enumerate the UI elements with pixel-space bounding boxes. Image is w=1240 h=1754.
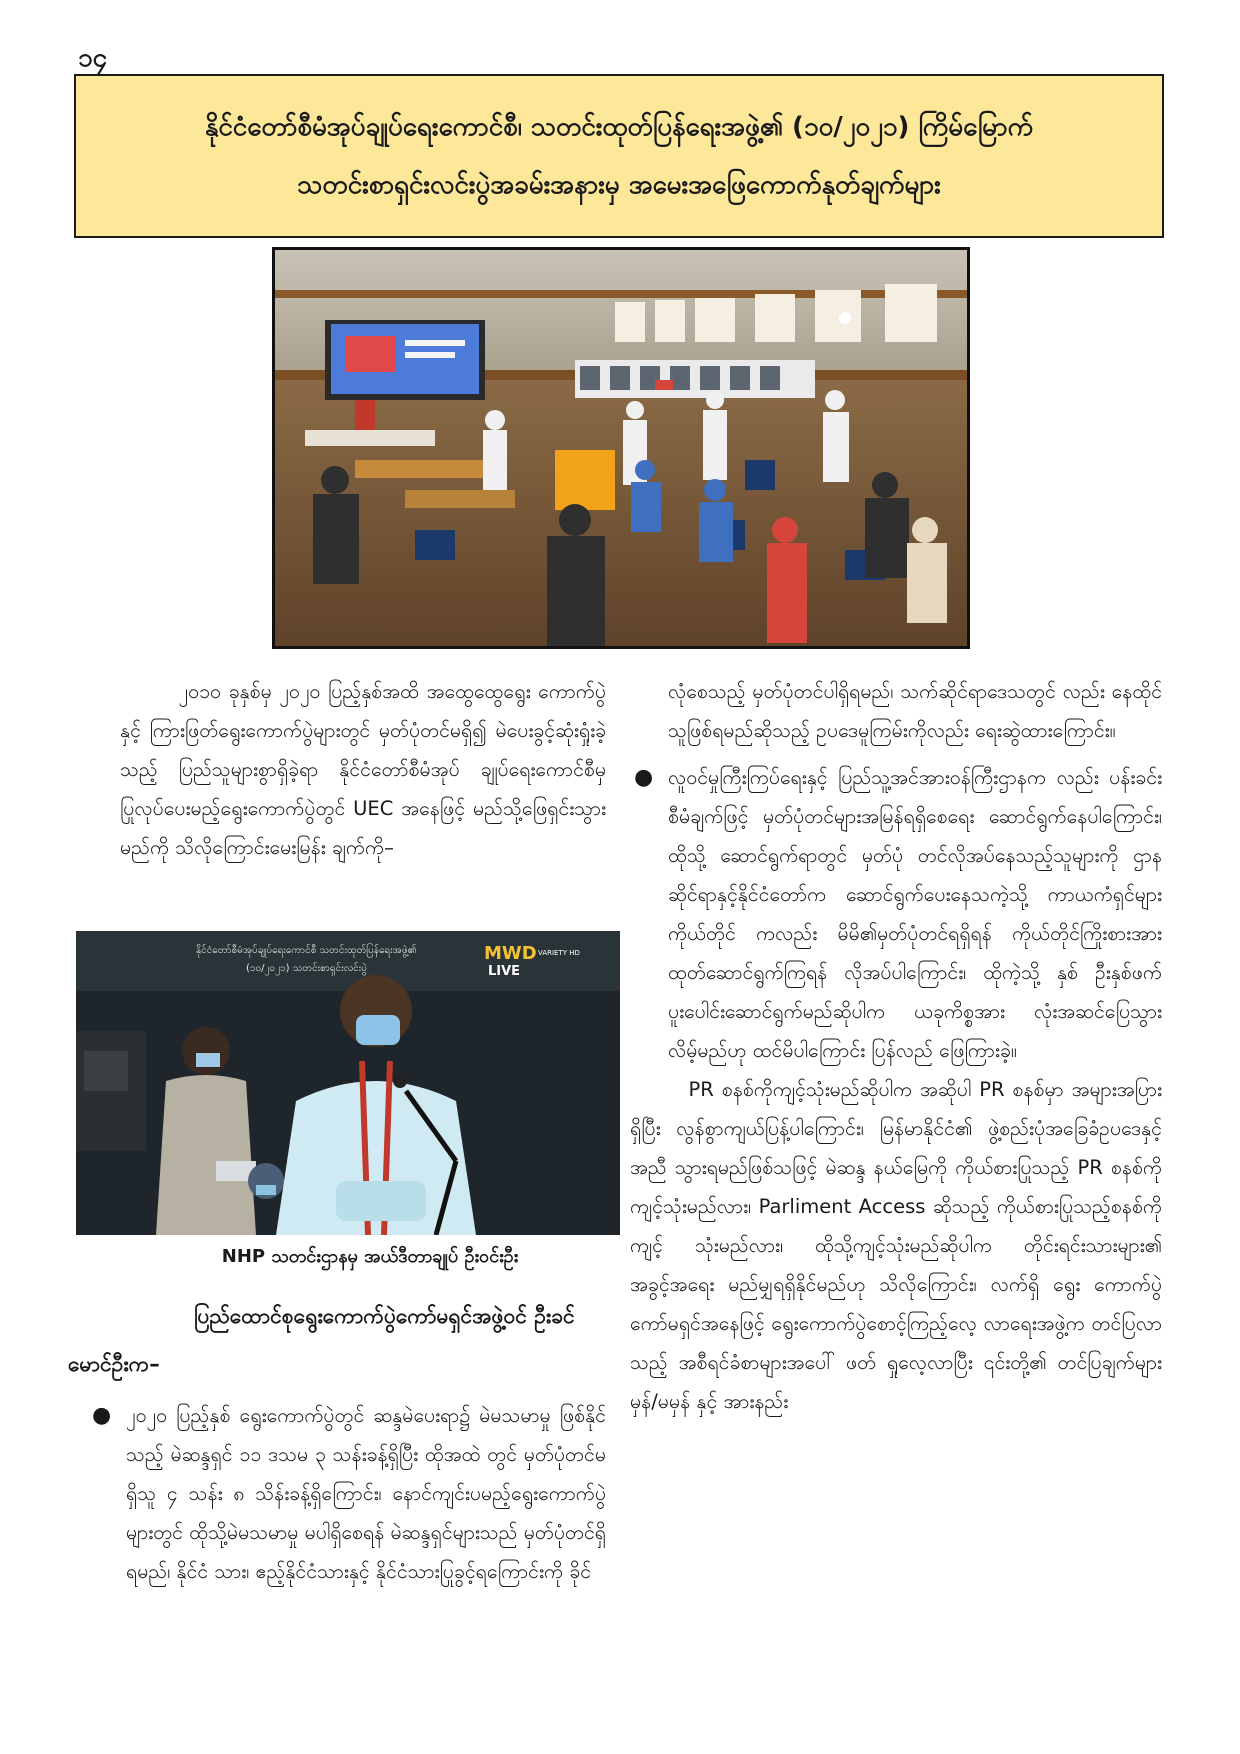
question-line: အခွင့်အရေး မည်မျှရရှိနိုင်မည်ဟု သိလိုကြောင်း၊ လက်ရှိ ရွေး — [630, 1273, 1081, 1296]
speaker-illustration — [76, 931, 620, 1235]
intro-line: ၂၀၁၀ ခုနှစ်မှ ၂၀၂၀ ပြည့်နှစ်အထိ အထွေထွေရွေး — [178, 680, 531, 703]
question-line: ကောက်ပွဲကော်မရှင်အနေဖြင့် ရွေးကောက်ပွဲစောင့်ကြည့်လေ့ — [630, 1273, 1162, 1335]
speaker-heading — [68, 1292, 608, 1388]
answer-line: ဆောင်ရွက်နေပါကြောင်း၊ ထိုသို့ ဆောင်ရွက်ရာတွင် မှတ်ပုံ — [668, 805, 1163, 867]
question-line: လာရေးအဖွဲ့က တင်ပြလာသည့် အစီရင်ခံစာများအပေါ် ဖတ် — [630, 1312, 1163, 1374]
right-column — [630, 672, 1162, 1421]
bullet-dot: ● — [634, 765, 654, 790]
speaker-heading-line-2: မောင်ဦးက– — [68, 1352, 160, 1376]
speaker-photo — [76, 931, 620, 1235]
title-line-1: နိုင်ငံတော်စီမံအုပ်ချုပ်ရေးကောင်စီ၊ သတင်းထုတ်ပြန်ရေးအဖွဲ့၏ (၁၀/၂၀၂၁) ကြိမ်မြောက် — [204, 112, 1034, 142]
left-column-intro — [120, 672, 606, 867]
question-line: ရှုလေ့လာပြီး ၎င်းတို့၏ တင်ပြချက်များ မှန်/မမှန် နှင့် အားနည်း — [630, 1351, 1163, 1413]
logo-mwd: MWD — [484, 943, 537, 964]
answer-line: ထုတ်ဆောင်ရွက်ကြရန် လိုအပ်ပါကြောင်း၊ ထိုကဲ့သို့ နှစ် — [668, 961, 1078, 984]
pr-system-question — [630, 1070, 1162, 1421]
answer-line: မပါရှိစေရန် မဲဆန္ဒရှင်များသည် မှတ်ပုံတင်ရှိရမည်၊ နိုင်ငံ — [126, 1521, 606, 1583]
logo-live: LIVE — [488, 964, 521, 979]
answer-line: ဦးနှစ်ဖက်ပူးပေါင်းဆောင်ရွက်မည်ဆိုပါက ယခုကိစ္စအား — [668, 961, 1162, 1023]
video-banner-line-1: နိုင်ငံတော်စီမံအုပ်ချုပ်ရေးကောင်စီ သတင်းထုတ်ပြန်ရေးအဖွဲ့၏ — [196, 945, 417, 956]
page-number: ၁၄ — [78, 43, 108, 73]
intro-line: ချုပ်ရေးကောင်စီမှ ပြုလုပ်ပေးမည့်ရွေးကောက်ပွဲတွင် UEC — [120, 758, 606, 820]
question-line: နယ်မြေကို ကိုယ်စားပြုသည့် PR စနစ်ကို ကျင့်သုံးမည်လား၊ — [630, 1156, 1162, 1218]
speaker-heading-line-1: ပြည်ထောင်စုရွေးကောက်ပွဲကော်မရှင်အဖွဲ့ဝင် ဦးခင် — [194, 1304, 575, 1328]
answer-line: လူဝင်မှုကြီးကြပ်ရေးနှင့် ပြည်သူ့အင်အားဝန်ကြီးဌာနက — [668, 766, 1047, 789]
answer-line: လည်း ပန်းခင်းစီမံချက်ဖြင့် မှတ်ပုံတင်များအမြန်ရရှိစေရေး — [668, 766, 1163, 828]
video-banner-line-2: (၁၀/၂၀၂၁) သတင်းစာရှင်းလင်းပွဲ — [246, 963, 367, 974]
answer-bullet-2 — [630, 758, 1162, 1070]
answer-line: နောင်ကျင်းပမည့်ရွေးကောက်ပွဲများတွင် ထိုသို့မဲမသမာမှု — [126, 1482, 607, 1544]
answer-line: သား၊ ဧည့်နိုင်ငံသားနှင့် နိုင်ငံသားပြုခွင့်ရကြောင်းကို ခိုင် — [214, 1560, 592, 1583]
question-line: အများအပြားရှိပြီး လွန်စွာကျယ်ပြန့်ပါကြောင်း၊ မြန်မာနိုင်ငံ၏ — [630, 1078, 1162, 1140]
answer-continuation — [630, 672, 1162, 750]
answer-line: ၂၀၂၀ ပြည့်နှစ် ရွေးကောက်ပွဲတွင် ဆန္ဒမဲပေးရာ၌ မဲမသမာမှု — [126, 1404, 551, 1427]
logo-variety: VARIETY HD — [538, 949, 580, 957]
answer-line: ဆောင်ရွက်ပေးနေသကဲ့သို့ ကာယကံရှင်များကိုယ်တိုင် — [668, 883, 1163, 945]
question-line: Parliment Access ဆိုသည့် ကိုယ်စားပြုသည့်စနစ်ကို ကျင့် — [630, 1195, 1163, 1257]
press-conference-photo — [272, 247, 970, 649]
title-box — [74, 74, 1164, 238]
answer-line: ဖြစ်နိုင်သည့် မဲဆန္ဒရှင် ၁၁ ဒသမ ၃ သန်းခန့်ရှိပြီး ထိုအထဲ — [126, 1404, 606, 1466]
continuation-line: လည်း နေထိုင်သူဖြစ်ရမည်ဆိုသည့် ဥပဒေမူကြမ်းကိုလည်း — [668, 680, 1163, 742]
title-line-2: သတင်းစာရှင်းလင်းပွဲအခမ်းအနားမှ အမေးအဖြေကောက်နုတ်ချက်များ — [297, 170, 941, 200]
question-line: PR စနစ်ကိုကျင့်သုံးမည်ဆိုပါက အဆိုပါ PR စနစ်မှာ — [688, 1078, 1064, 1101]
left-column-answer — [88, 1396, 606, 1591]
intro-line: ကောက်ပွဲနှင့် ကြားဖြတ်ရွေးကောက်ပွဲများတွင် မှတ်ပုံတင်မရှိ၍ — [120, 680, 607, 742]
press-conference-illustration — [275, 250, 967, 646]
answer-bullet-1 — [88, 1396, 606, 1591]
answer-line: တင်လိုအပ်နေသည့်သူများကို ဌာနဆိုင်ရာနှင့်နိုင်ငံတော်က — [668, 844, 1162, 906]
continuation-line: လုံစေသည့် မှတ်ပုံတင်ပါရှိရမည်၊ သက်ဆိုင်ရာဒေသတွင် — [668, 680, 1056, 703]
intro-line: အနေဖြင့် မည်သို့ဖြေရှင်းသွားမည်ကို သိလိုကြောင်းမေးမြန်း — [120, 797, 607, 859]
continuation-line: ရေးဆွဲထားကြောင်း။ — [975, 719, 1116, 742]
answer-line: ကလည်း မိမိ၏မှတ်ပုံတင်ရရှိရန် ကိုယ်တိုင်ကြိုးစားအား — [756, 922, 1163, 945]
answer-line: တွင် မှတ်ပုံတင်မရှိသူ ၄ သန်း ၈ သိန်းခန့်ရှိကြောင်း၊ — [126, 1443, 606, 1505]
question-line: ဖွဲ့စည်းပုံအခြေခံဥပဒေနှင့်အညီ သွားရမည်ဖြစ်သဖြင့် မဲဆန္ဒ — [630, 1117, 1163, 1179]
intro-line: မဲပေးခွင့်ဆုံးရှုံးခဲ့သည့် ပြည်သူများစွာရှိခဲ့ရာ နိုင်ငံတော်စီမံအုပ် — [120, 719, 606, 781]
bullet-dot: ● — [92, 1403, 112, 1428]
intro-line: ချက်ကို– — [331, 836, 394, 859]
question-line: သုံးမည်လား၊ ထိုသို့ကျင့်သုံးမည်ဆိုပါက တိုင်းရင်းသားများ၏ — [694, 1234, 1163, 1257]
photo-caption: NHP သတင်းဌာနမှ အယ်ဒီတာချုပ် ဦးဝင်းဦး — [221, 1246, 519, 1267]
answer-line: လုံးအဆင်ပြေသွားလိမ့်မည်ဟု ထင်မိပါကြောင်း ပြန်လည် — [668, 1000, 1162, 1062]
answer-line: ဖြေကြားခဲ့။ — [939, 1039, 1017, 1062]
